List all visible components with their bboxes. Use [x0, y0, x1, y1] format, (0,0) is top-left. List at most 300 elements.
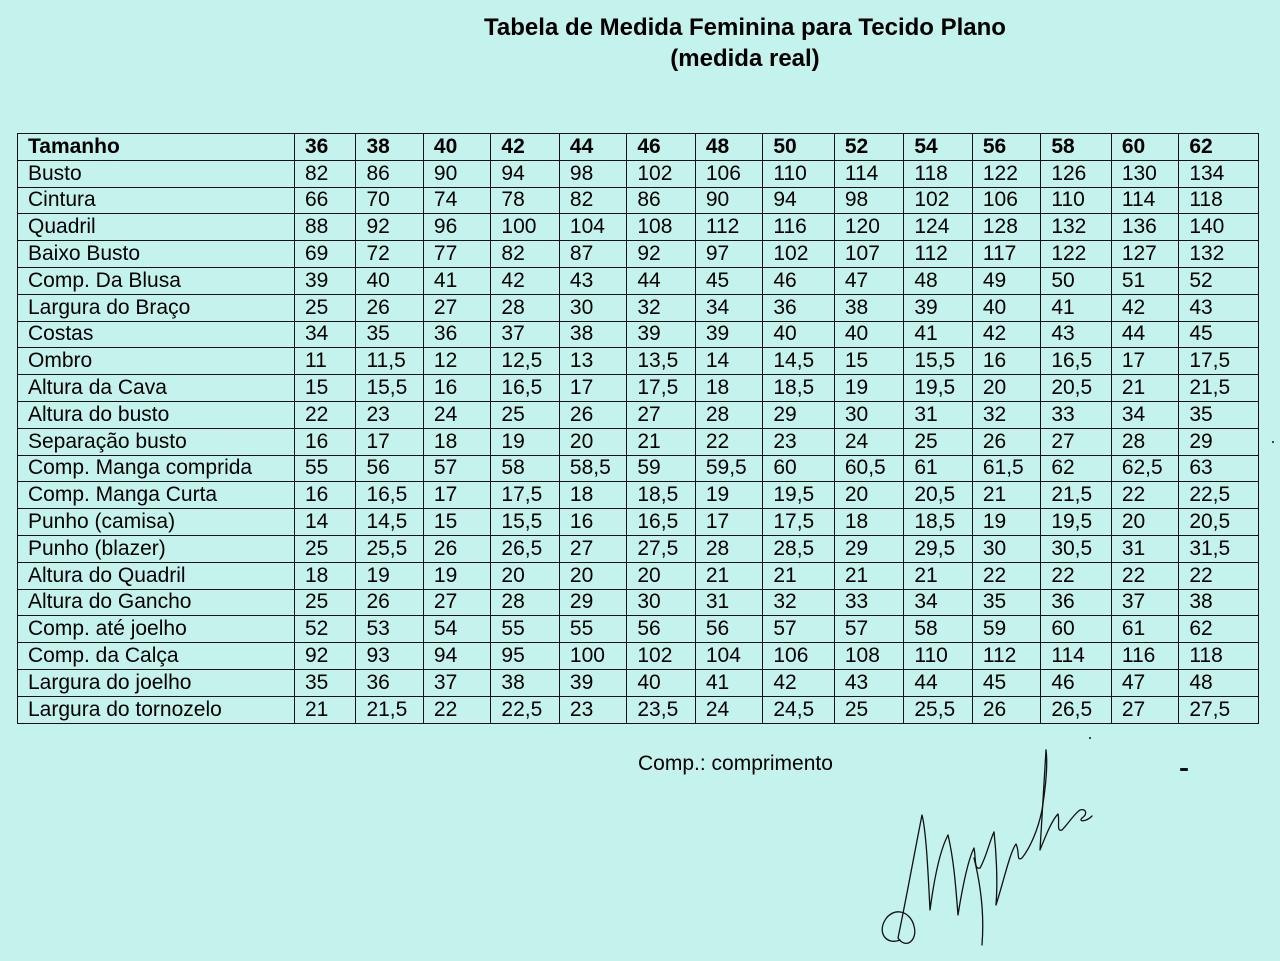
header-size-60: 60: [1111, 134, 1178, 161]
table-cell: 15,5: [356, 375, 423, 402]
table-cell: 43: [834, 669, 904, 696]
table-cell: 61: [904, 455, 972, 482]
table-row: [18, 401, 1259, 428]
row-label: Separação busto: [18, 428, 295, 455]
table-cell: 52: [295, 616, 356, 643]
table-cell: 130: [1111, 160, 1178, 187]
table-cell: 26: [356, 589, 423, 616]
table-cell: 27: [627, 401, 695, 428]
table-cell: 53: [356, 616, 423, 643]
table-cell: 33: [1041, 401, 1112, 428]
table-cell: 106: [763, 643, 835, 670]
table-cell: 87: [559, 241, 626, 268]
table-cell: 48: [904, 267, 972, 294]
table-cell: 22: [695, 428, 762, 455]
table-cell: 26: [559, 401, 626, 428]
table-cell: 93: [356, 643, 423, 670]
table-cell: 57: [763, 616, 835, 643]
table-cell: 47: [834, 267, 904, 294]
table-cell: 30,5: [1041, 535, 1112, 562]
row-label: Comp. Manga comprida: [18, 455, 295, 482]
table-row: [18, 214, 1259, 241]
table-cell: 12,5: [491, 348, 559, 375]
row-label: Ombro: [18, 348, 295, 375]
table-cell: 16,5: [627, 509, 695, 536]
table-cell: 21: [834, 562, 904, 589]
table-cell: 92: [356, 214, 423, 241]
table-cell: 69: [295, 241, 356, 268]
table-cell: 60: [763, 455, 835, 482]
table-cell: 40: [356, 267, 423, 294]
header-size-44: 44: [559, 134, 626, 161]
table-cell: 16: [295, 482, 356, 509]
table-cell: 78: [491, 187, 559, 214]
table-cell: 18: [834, 509, 904, 536]
table-cell: 57: [423, 455, 490, 482]
table-cell: 134: [1179, 160, 1259, 187]
table-cell: 128: [972, 214, 1040, 241]
table-cell: 97: [695, 241, 762, 268]
table-cell: 14,5: [356, 509, 423, 536]
abbreviation-note: Comp.: comprimento: [638, 752, 833, 775]
table-row: [18, 428, 1259, 455]
table-cell: 27: [423, 294, 490, 321]
table-cell: 110: [904, 643, 972, 670]
row-label: Altura do Quadril: [18, 562, 295, 589]
table-cell: 25: [295, 294, 356, 321]
table-cell: 31: [695, 589, 762, 616]
table-cell: 21,5: [1179, 375, 1259, 402]
table-cell: 17,5: [763, 509, 835, 536]
table-cell: 132: [1041, 214, 1112, 241]
table-cell: 23: [763, 428, 835, 455]
table-cell: 27: [559, 535, 626, 562]
table-cell: 21: [1111, 375, 1178, 402]
table-cell: 37: [423, 669, 490, 696]
table-cell: 61,5: [972, 455, 1040, 482]
table-cell: 36: [356, 669, 423, 696]
table-cell: 36: [763, 294, 835, 321]
table-cell: 55: [559, 616, 626, 643]
table-cell: 25: [834, 696, 904, 723]
table-cell: 56: [356, 455, 423, 482]
table-row: [18, 589, 1259, 616]
header-size-42: 42: [491, 134, 559, 161]
table-cell: 66: [295, 187, 356, 214]
table-cell: 23: [559, 696, 626, 723]
table-cell: 90: [423, 160, 490, 187]
table-row: [18, 321, 1259, 348]
header-size-54: 54: [904, 134, 972, 161]
table-cell: 22: [1111, 482, 1178, 509]
table-cell: 106: [695, 160, 762, 187]
table-cell: 22,5: [491, 696, 559, 723]
row-label: Baixo Busto: [18, 241, 295, 268]
table-cell: 25: [295, 535, 356, 562]
title-line-1: Tabela de Medida Feminina para Tecido Plano: [484, 14, 1006, 41]
table-cell: 58,5: [559, 455, 626, 482]
table-cell: 45: [1179, 321, 1259, 348]
table-cell: 38: [491, 669, 559, 696]
table-cell: 24,5: [763, 696, 835, 723]
table-cell: 26: [356, 294, 423, 321]
table-cell: 62: [1179, 616, 1259, 643]
table-cell: 46: [1041, 669, 1112, 696]
table-cell: 28: [695, 535, 762, 562]
table-cell: 38: [559, 321, 626, 348]
table-cell: 108: [834, 643, 904, 670]
table-cell: 60,5: [834, 455, 904, 482]
table-cell: 39: [559, 669, 626, 696]
table-cell: 15: [834, 348, 904, 375]
table-cell: 28,5: [763, 535, 835, 562]
row-label: Busto: [18, 160, 295, 187]
table-cell: 13,5: [627, 348, 695, 375]
table-cell: 118: [904, 160, 972, 187]
table-cell: 20,5: [1179, 509, 1259, 536]
table-cell: 100: [559, 643, 626, 670]
table-cell: 122: [1041, 241, 1112, 268]
table-cell: 37: [1111, 589, 1178, 616]
header-size-46: 46: [627, 134, 695, 161]
table-cell: 102: [627, 643, 695, 670]
table-cell: 56: [627, 616, 695, 643]
table-cell: 19,5: [1041, 509, 1112, 536]
table-cell: 22: [423, 696, 490, 723]
header-label: Tamanho: [18, 134, 295, 161]
table-cell: 60: [1041, 616, 1112, 643]
table-cell: 98: [559, 160, 626, 187]
table-cell: 41: [695, 669, 762, 696]
stray-mark: [1180, 768, 1188, 771]
table-cell: 45: [972, 669, 1040, 696]
table-cell: 20: [559, 562, 626, 589]
table-cell: 18,5: [904, 509, 972, 536]
table-cell: 61: [1111, 616, 1178, 643]
header-size-50: 50: [763, 134, 835, 161]
table-cell: 110: [1041, 187, 1112, 214]
table-row: [18, 375, 1259, 402]
table-cell: 18: [295, 562, 356, 589]
table-cell: 136: [1111, 214, 1178, 241]
table-cell: 36: [423, 321, 490, 348]
table-cell: 57: [834, 616, 904, 643]
table-cell: 19: [423, 562, 490, 589]
table-cell: 104: [695, 643, 762, 670]
table-cell: 21,5: [1041, 482, 1112, 509]
table-cell: 116: [1111, 643, 1178, 670]
table-cell: 32: [627, 294, 695, 321]
table-cell: 25,5: [356, 535, 423, 562]
row-label: Cintura: [18, 187, 295, 214]
page-title: [245, 12, 1245, 74]
table-cell: 29,5: [904, 535, 972, 562]
table-cell: 25: [491, 401, 559, 428]
row-label: Largura do tornozelo: [18, 696, 295, 723]
table-cell: 44: [627, 267, 695, 294]
table-cell: 17: [1111, 348, 1178, 375]
table-cell: 98: [834, 187, 904, 214]
table-cell: 40: [763, 321, 835, 348]
table-cell: 102: [904, 187, 972, 214]
table-cell: 55: [491, 616, 559, 643]
table-cell: 40: [972, 294, 1040, 321]
table-row: [18, 160, 1259, 187]
table-cell: 42: [972, 321, 1040, 348]
table-cell: 112: [904, 241, 972, 268]
table-cell: 35: [295, 669, 356, 696]
table-cell: 15: [295, 375, 356, 402]
table-cell: 42: [1111, 294, 1178, 321]
table-cell: 38: [1179, 589, 1259, 616]
table-cell: 100: [491, 214, 559, 241]
stray-mark: [1272, 441, 1274, 443]
row-label: Punho (camisa): [18, 509, 295, 536]
table-cell: 49: [972, 267, 1040, 294]
header-size-48: 48: [695, 134, 762, 161]
table-cell: 94: [491, 160, 559, 187]
table-cell: 20,5: [904, 482, 972, 509]
table-cell: 29: [559, 589, 626, 616]
table-cell: 44: [904, 669, 972, 696]
table-cell: 43: [1041, 321, 1112, 348]
table-cell: 23: [356, 401, 423, 428]
table-cell: 39: [904, 294, 972, 321]
table-cell: 25,5: [904, 696, 972, 723]
table-cell: 95: [491, 643, 559, 670]
table-cell: 21: [763, 562, 835, 589]
table-cell: 114: [834, 160, 904, 187]
table-cell: 24: [695, 696, 762, 723]
table-cell: 16,5: [491, 375, 559, 402]
table-cell: 30: [627, 589, 695, 616]
handwritten-signature: [870, 740, 1110, 955]
table-cell: 41: [423, 267, 490, 294]
table-cell: 120: [834, 214, 904, 241]
table-cell: 21: [904, 562, 972, 589]
table-cell: 59,5: [695, 455, 762, 482]
table-cell: 92: [627, 241, 695, 268]
table-cell: 16: [423, 375, 490, 402]
table-cell: 31: [1111, 535, 1178, 562]
table-cell: 126: [1041, 160, 1112, 187]
table-cell: 34: [1111, 401, 1178, 428]
table-cell: 24: [834, 428, 904, 455]
table-cell: 14: [295, 509, 356, 536]
table-cell: 25: [295, 589, 356, 616]
table-cell: 41: [904, 321, 972, 348]
table-row: [18, 241, 1259, 268]
table-cell: 70: [356, 187, 423, 214]
table-cell: 16: [559, 509, 626, 536]
table-row: [18, 643, 1259, 670]
table-row: [18, 669, 1259, 696]
table-row: [18, 616, 1259, 643]
table-cell: 56: [695, 616, 762, 643]
table-cell: 107: [834, 241, 904, 268]
table-cell: 21: [295, 696, 356, 723]
table-row: [18, 509, 1259, 536]
table-cell: 44: [1111, 321, 1178, 348]
table-cell: 86: [356, 160, 423, 187]
table-cell: 58: [491, 455, 559, 482]
table-row: [18, 187, 1259, 214]
table-cell: 31: [904, 401, 972, 428]
table-cell: 26: [972, 696, 1040, 723]
row-label: Comp. da Calça: [18, 643, 295, 670]
table-cell: 42: [491, 267, 559, 294]
table-cell: 116: [763, 214, 835, 241]
table-cell: 30: [972, 535, 1040, 562]
table-cell: 36: [1041, 589, 1112, 616]
table-cell: 102: [763, 241, 835, 268]
table-cell: 14: [695, 348, 762, 375]
table-cell: 30: [834, 401, 904, 428]
table-cell: 42: [763, 669, 835, 696]
header-size-56: 56: [972, 134, 1040, 161]
table-cell: 30: [559, 294, 626, 321]
table-cell: 29: [763, 401, 835, 428]
stray-mark: [1089, 737, 1091, 739]
table-cell: 13: [559, 348, 626, 375]
table-cell: 58: [904, 616, 972, 643]
table-cell: 39: [695, 321, 762, 348]
table-cell: 94: [423, 643, 490, 670]
table-cell: 19,5: [763, 482, 835, 509]
table-cell: 35: [356, 321, 423, 348]
table-cell: 112: [972, 643, 1040, 670]
table-cell: 38: [834, 294, 904, 321]
table-cell: 21: [695, 562, 762, 589]
table-cell: 12: [423, 348, 490, 375]
table-cell: 19: [356, 562, 423, 589]
table-cell: 37: [491, 321, 559, 348]
table-cell: 22: [295, 401, 356, 428]
table-cell: 86: [627, 187, 695, 214]
table-cell: 22,5: [1179, 482, 1259, 509]
table-cell: 106: [972, 187, 1040, 214]
table-cell: 21: [627, 428, 695, 455]
table-cell: 20: [627, 562, 695, 589]
table-cell: 19: [972, 509, 1040, 536]
table-cell: 82: [295, 160, 356, 187]
table-cell: 27,5: [1179, 696, 1259, 723]
table-cell: 16,5: [356, 482, 423, 509]
table-row: [18, 482, 1259, 509]
table-cell: 15,5: [904, 348, 972, 375]
table-cell: 31,5: [1179, 535, 1259, 562]
row-label: Largura do Braço: [18, 294, 295, 321]
table-cell: 43: [1179, 294, 1259, 321]
table-cell: 28: [491, 294, 559, 321]
table-cell: 39: [627, 321, 695, 348]
table-cell: 50: [1041, 267, 1112, 294]
table-cell: 14,5: [763, 348, 835, 375]
table-cell: 21: [972, 482, 1040, 509]
table-cell: 54: [423, 616, 490, 643]
table-cell: 51: [1111, 267, 1178, 294]
table-cell: 40: [834, 321, 904, 348]
table-cell: 19: [834, 375, 904, 402]
table-cell: 108: [627, 214, 695, 241]
table-cell: 17,5: [491, 482, 559, 509]
table-cell: 48: [1179, 669, 1259, 696]
table-cell: 16: [972, 348, 1040, 375]
table-cell: 22: [972, 562, 1040, 589]
table-cell: 18: [559, 482, 626, 509]
table-cell: 59: [627, 455, 695, 482]
table-cell: 20,5: [1041, 375, 1112, 402]
table-cell: 102: [627, 160, 695, 187]
table-cell: 27,5: [627, 535, 695, 562]
table-cell: 46: [763, 267, 835, 294]
table-cell: 15,5: [491, 509, 559, 536]
table-cell: 140: [1179, 214, 1259, 241]
table-cell: 41: [1041, 294, 1112, 321]
table-cell: 16,5: [1041, 348, 1112, 375]
table-cell: 24: [423, 401, 490, 428]
table-cell: 17: [423, 482, 490, 509]
table-cell: 20: [559, 428, 626, 455]
table-cell: 92: [295, 643, 356, 670]
table-row: [18, 535, 1259, 562]
header-size-52: 52: [834, 134, 904, 161]
table-cell: 28: [491, 589, 559, 616]
table-cell: 35: [972, 589, 1040, 616]
row-label: Largura do joelho: [18, 669, 295, 696]
table-row: [18, 267, 1259, 294]
title-line-2: (medida real): [670, 45, 820, 72]
table-cell: 55: [295, 455, 356, 482]
table-cell: 26,5: [1041, 696, 1112, 723]
table-cell: 32: [972, 401, 1040, 428]
table-cell: 20: [1111, 509, 1178, 536]
header-size-38: 38: [356, 134, 423, 161]
row-label: Punho (blazer): [18, 535, 295, 562]
table-cell: 34: [295, 321, 356, 348]
table-cell: 43: [559, 267, 626, 294]
table-cell: 112: [695, 214, 762, 241]
table-cell: 28: [695, 401, 762, 428]
table-cell: 82: [559, 187, 626, 214]
row-label: Costas: [18, 321, 295, 348]
table-cell: 59: [972, 616, 1040, 643]
table-cell: 40: [627, 669, 695, 696]
table-cell: 26: [972, 428, 1040, 455]
table-cell: 110: [763, 160, 835, 187]
table-cell: 20: [491, 562, 559, 589]
table-cell: 16: [295, 428, 356, 455]
table-cell: 28: [1111, 428, 1178, 455]
table-cell: 74: [423, 187, 490, 214]
table-cell: 23,5: [627, 696, 695, 723]
table-cell: 19,5: [904, 375, 972, 402]
table-row: [18, 348, 1259, 375]
table-cell: 32: [763, 589, 835, 616]
table-cell: 17,5: [1179, 348, 1259, 375]
table-cell: 22: [1041, 562, 1112, 589]
table-cell: 27: [1041, 428, 1112, 455]
table-cell: 117: [972, 241, 1040, 268]
table-cell: 20: [972, 375, 1040, 402]
table-cell: 39: [295, 267, 356, 294]
table-cell: 29: [834, 535, 904, 562]
table-cell: 18: [423, 428, 490, 455]
table-cell: 15: [423, 509, 490, 536]
table-cell: 82: [491, 241, 559, 268]
header-size-40: 40: [423, 134, 490, 161]
table-cell: 19: [491, 428, 559, 455]
